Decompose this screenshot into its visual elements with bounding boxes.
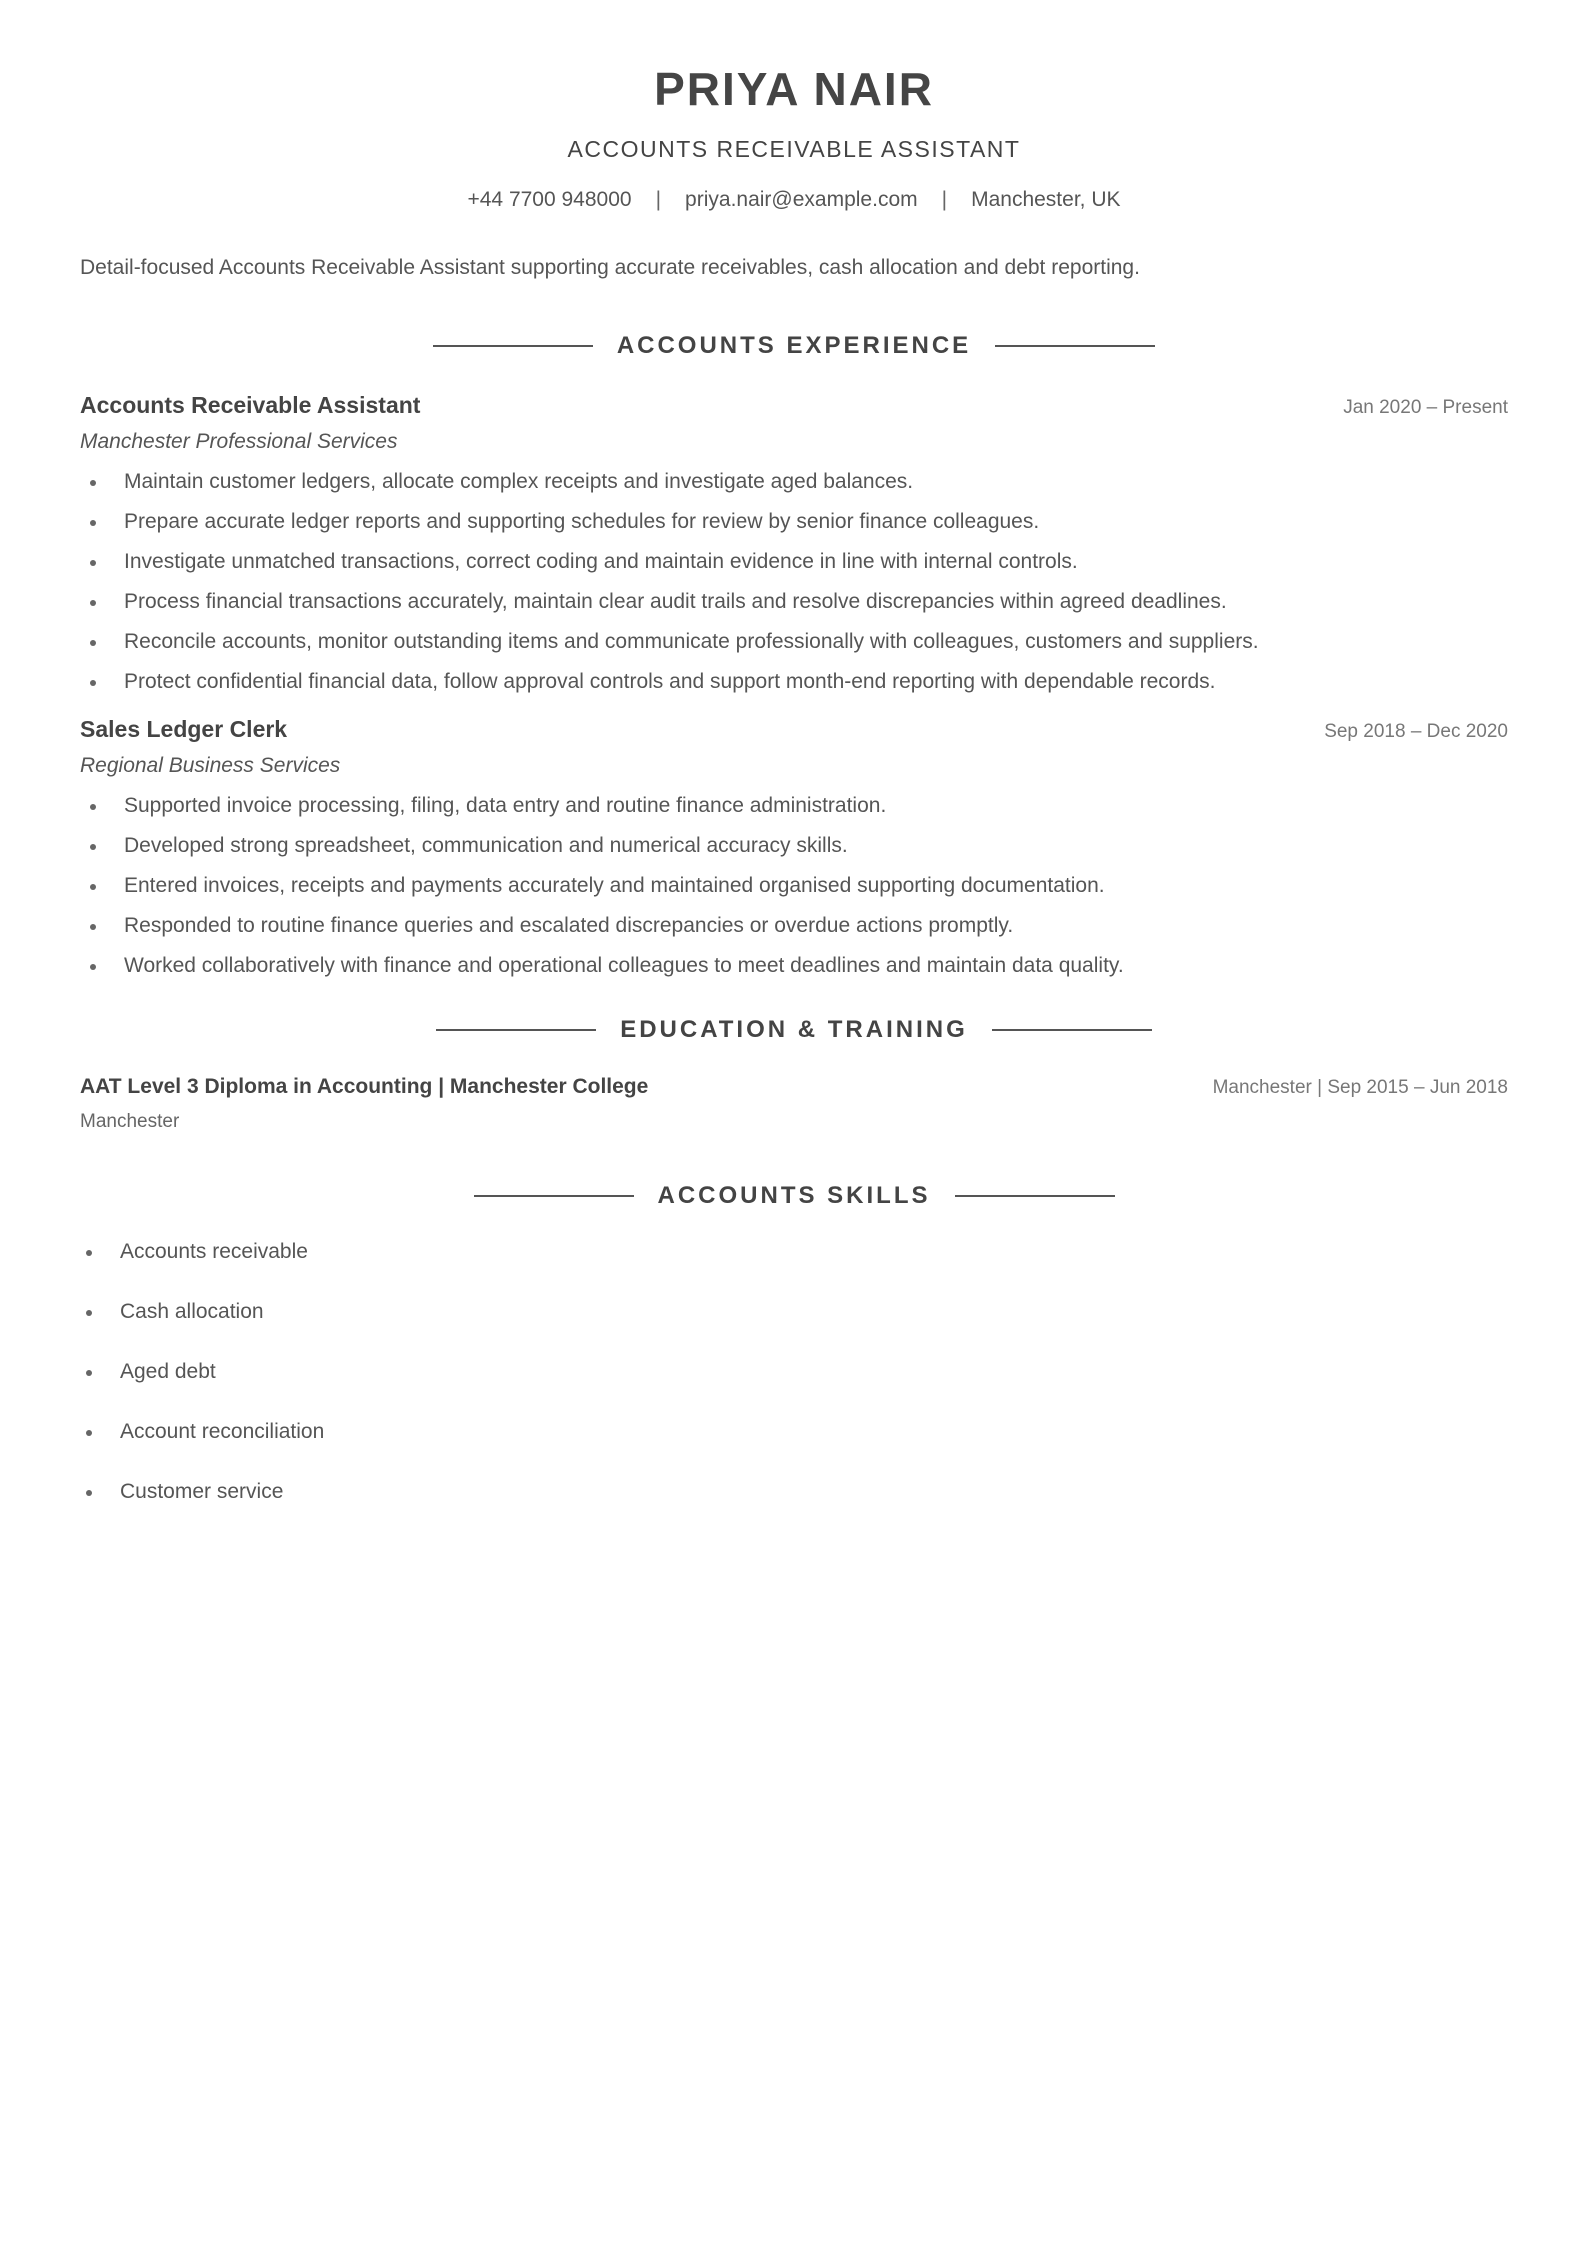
education-location: Manchester bbox=[80, 1111, 180, 1132]
job-organisation: Manchester Professional Services bbox=[80, 430, 398, 453]
contact-email: priya.nair@example.com bbox=[685, 188, 918, 211]
job-header bbox=[80, 715, 1508, 743]
skills-heading bbox=[80, 1181, 1508, 1211]
education-heading-label: EDUCATION & TRAINING bbox=[620, 1016, 968, 1043]
list-item: Developed strong spreadsheet, communication and numerical accuracy skills. bbox=[80, 833, 1508, 859]
profile-summary: Detail-focused Accounts Receivable Assistant supporting accurate receivables, cash allocation and debt reporting. bbox=[80, 256, 1140, 279]
skill-item: Cash allocation bbox=[80, 1299, 1508, 1325]
list-item: Process financial transactions accurately, maintain clear audit trails and resolve discrepancies within agreed deadlines. bbox=[80, 589, 1508, 615]
contact-phone: +44 7700 948000 bbox=[467, 188, 632, 211]
job-header bbox=[80, 391, 1508, 419]
heading-rule-right bbox=[955, 1195, 1115, 1197]
job-title: Sales Ledger Clerk bbox=[80, 716, 288, 742]
job-bullets bbox=[80, 793, 1508, 979]
skill-item: Account reconciliation bbox=[80, 1419, 1508, 1445]
skills-heading-label: ACCOUNTS SKILLS bbox=[657, 1182, 931, 1209]
contact-location: Manchester, UK bbox=[971, 188, 1121, 211]
heading-rule-right bbox=[995, 345, 1155, 347]
heading-rule-right bbox=[992, 1029, 1152, 1031]
education-heading bbox=[80, 1015, 1508, 1045]
skill-item: Aged debt bbox=[80, 1359, 1508, 1385]
experience-heading bbox=[80, 331, 1508, 361]
job-organisation: Regional Business Services bbox=[80, 754, 341, 777]
job-dates: Sep 2018 – Dec 2020 bbox=[1324, 721, 1508, 742]
list-item: Investigate unmatched transactions, correct coding and maintain evidence in line with internal controls. bbox=[80, 549, 1508, 575]
candidate-name: PRIYA NAIR bbox=[654, 63, 934, 115]
education-header bbox=[80, 1075, 1508, 1099]
contact-separator: | bbox=[655, 188, 662, 211]
list-item: Responded to routine finance queries and escalated discrepancies or overdue actions promptly. bbox=[80, 913, 1508, 939]
skill-item: Customer service bbox=[80, 1479, 1508, 1505]
heading-rule-left bbox=[436, 1029, 596, 1031]
candidate-title: ACCOUNTS RECEIVABLE ASSISTANT bbox=[567, 136, 1021, 162]
job-entry bbox=[80, 715, 1508, 979]
skill-item: Accounts receivable bbox=[80, 1239, 1508, 1265]
job-dates: Jan 2020 – Present bbox=[1343, 397, 1508, 418]
heading-rule-left bbox=[474, 1195, 634, 1197]
education-dates: Manchester | Sep 2015 – Jun 2018 bbox=[1212, 1077, 1508, 1098]
heading-rule-left bbox=[433, 345, 593, 347]
list-item: Worked collaboratively with finance and operational colleagues to meet deadlines and maintain data quality. bbox=[80, 953, 1508, 979]
list-item: Reconcile accounts, monitor outstanding items and communicate professionally with colleagues, customers and suppliers. bbox=[80, 629, 1508, 655]
experience-heading-label: ACCOUNTS EXPERIENCE bbox=[616, 332, 972, 359]
list-item: Protect confidential financial data, follow approval controls and support month-end reporting with dependable records. bbox=[80, 669, 1508, 695]
job-bullets bbox=[80, 469, 1508, 695]
education-title: AAT Level 3 Diploma in Accounting | Manchester College bbox=[80, 1075, 649, 1098]
contact-line bbox=[80, 187, 1508, 213]
job-entry bbox=[80, 391, 1508, 695]
list-item: Prepare accurate ledger reports and supporting schedules for review by senior finance colleagues. bbox=[80, 509, 1508, 535]
job-title: Accounts Receivable Assistant bbox=[80, 392, 421, 418]
list-item: Entered invoices, receipts and payments accurately and maintained organised supporting documentation. bbox=[80, 873, 1508, 899]
contact-separator: | bbox=[941, 188, 948, 211]
skills-list bbox=[80, 1239, 1508, 1505]
list-item: Supported invoice processing, filing, data entry and routine finance administration. bbox=[80, 793, 1508, 819]
list-item: Maintain customer ledgers, allocate complex receipts and investigate aged balances. bbox=[80, 469, 1508, 495]
education-entry bbox=[80, 1075, 1508, 1133]
